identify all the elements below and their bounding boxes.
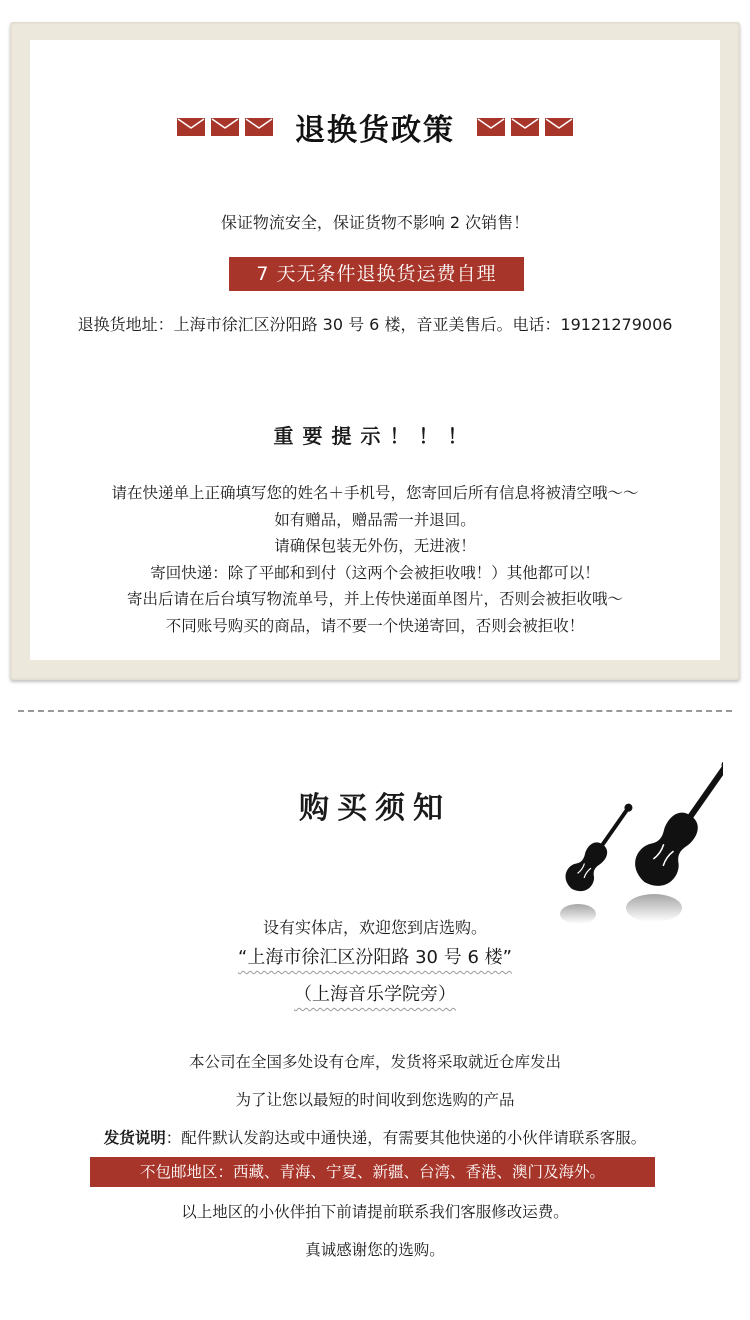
policy-title-row	[30, 102, 720, 152]
store-nearby: （上海音乐学院旁）	[294, 984, 456, 1005]
excluded-regions-banner: 不包邮地区：西藏、青海、宁夏、新疆、台湾、香港、澳门及海外。	[90, 1157, 655, 1187]
delivery-time-info: 为了让您以最短的时间收到您选购的产品	[235, 1091, 515, 1109]
contact-service-note: 以上地区的小伙伴拍下前请提前联系我们客服修改运费。	[181, 1203, 569, 1221]
logistics-safety-text: 保证物流安全，保证货物不影响 2 次销售！	[220, 213, 530, 232]
envelope-icon	[545, 118, 573, 136]
store-nearby-row	[0, 980, 750, 1008]
notice-item: 请确保包装无外伤，无进液！	[274, 537, 476, 555]
return-policy-banner: 7 天无条件退换货运费自理	[229, 257, 524, 291]
policy-title: 退换货政策	[295, 113, 455, 148]
envelope-icon	[511, 118, 539, 136]
envelope-icon	[477, 118, 505, 136]
envelope-icon	[177, 118, 205, 136]
notice-item: 寄回快递：除了平邮和到付（这两个会被拒收哦！）其他都可以！	[150, 563, 600, 582]
notice-item: 如有赠品，赠品需一并退回。	[274, 510, 476, 529]
notice-title: 重要提示！！！	[273, 424, 477, 448]
purchase-notes-title: 购买须知	[299, 791, 451, 826]
store-address: “上海市徐汇区汾阳路 30 号 6 楼”	[238, 947, 512, 968]
notice-list	[30, 480, 720, 639]
policy-card	[30, 40, 720, 660]
store-address-row	[0, 943, 750, 971]
policy-card-frame	[10, 22, 740, 680]
envelope-group-right	[477, 118, 573, 136]
envelope-group-left	[177, 118, 273, 136]
envelope-icon	[245, 118, 273, 136]
shipping-text: ：配件默认发韵达或中通快递，有需要其他快递的小伙伴请联系客服。	[165, 1129, 647, 1147]
notice-item: 不同账号购买的商品，请不要一个快递寄回，否则会被拒收！	[165, 616, 585, 635]
section-divider	[18, 710, 732, 712]
thank-you-note: 真诚感谢您的选购。	[305, 1241, 445, 1259]
envelope-icon	[211, 118, 239, 136]
return-address: 退换货地址：上海市徐汇区汾阳路 30 号 6 楼，音亚美售后。电话：19121279006	[77, 315, 673, 334]
shipping-note	[0, 1126, 750, 1148]
warehouse-info: 本公司在全国多处设有仓库，发货将采取就近仓库发出	[188, 1053, 561, 1071]
store-invitation: 设有实体店，欢迎您到店选购。	[262, 918, 487, 937]
notice-item: 请在快递单上正确填写您的姓名＋手机号，您寄回后所有信息将被清空哦～～	[111, 484, 639, 502]
notice-item: 寄出后请在后台填写物流单号，并上传快递面单图片，否则会被拒收哦～	[126, 590, 623, 608]
shipping-label: 发货说明	[103, 1129, 166, 1147]
